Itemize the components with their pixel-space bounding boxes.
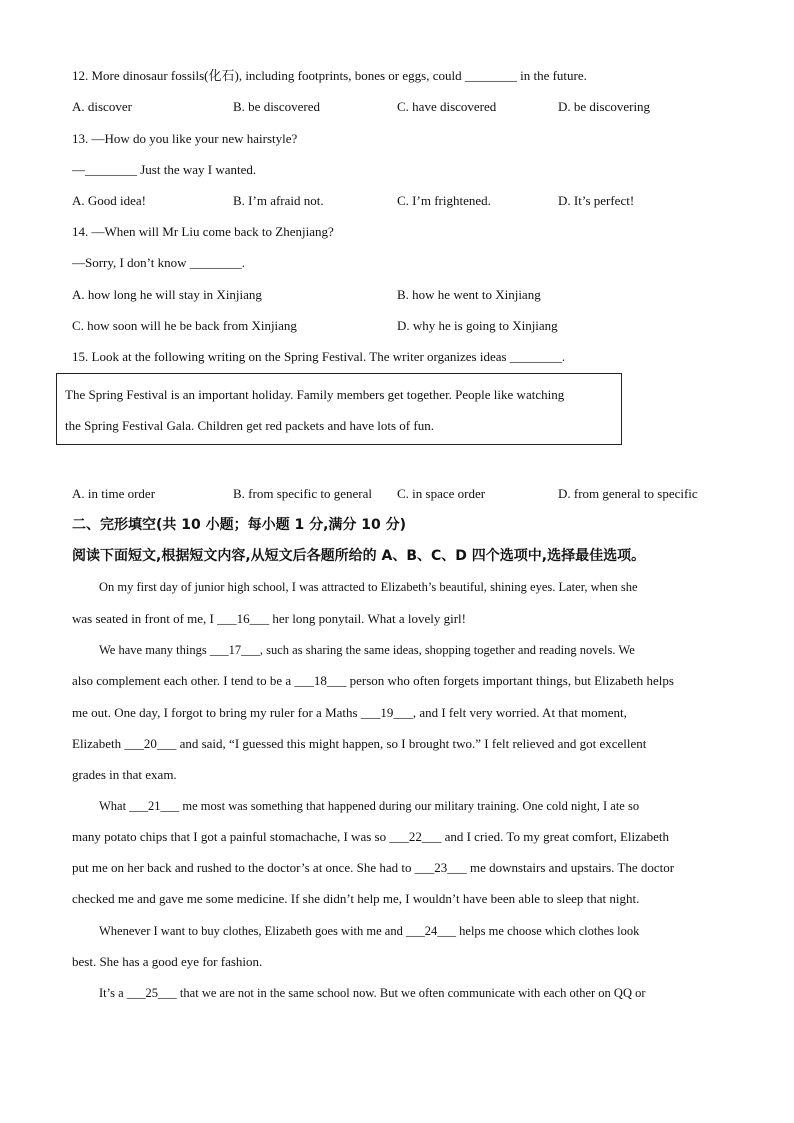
question-12-stem: 12. More dinosaur fossils(化石), including footprints, bones or eggs, could ________ in the future. xyxy=(72,68,587,83)
q13-option-d: D. It’s perfect! xyxy=(558,193,635,208)
q12-option-b: B. be discovered xyxy=(233,99,321,114)
q13-option-a: A. Good idea! xyxy=(72,193,147,208)
q14-option-a: A. how long he will stay in Xinjiang xyxy=(72,287,262,302)
q12-option-d: D. be discovering xyxy=(558,99,651,114)
passage-line-11: checked me and gave me some medicine. If she didn’t help me, I wouldn’t have been able to sleep that night. xyxy=(72,891,640,906)
writing-sample-line-1: The Spring Festival is an important holiday. Family members get together. People like watching xyxy=(65,387,565,402)
q13-option-c: C. I’m frightened. xyxy=(397,193,491,208)
passage-line-2: was seated in front of me, I ___16___ her long ponytail. What a lovely girl! xyxy=(72,611,466,626)
q14-option-b: B. how he went to Xinjiang xyxy=(397,287,541,302)
question-14-stem: 14. —When will Mr Liu come back to Zhenjiang? xyxy=(72,224,334,239)
question-14-reply: —Sorry, I don’t know ________. xyxy=(72,255,245,270)
q15-option-d: D. from general to specific xyxy=(558,486,698,501)
passage-line-7: grades in that exam. xyxy=(72,767,177,782)
passage-line-12: Whenever I want to buy clothes, Elizabeth goes with me and ___24___ helps me choose which clothes look xyxy=(99,923,640,938)
q15-option-c: C. in space order xyxy=(397,486,486,501)
q12-option-a: A. discover xyxy=(72,99,132,114)
passage-line-13: best. She has a good eye for fashion. xyxy=(72,954,263,969)
writing-sample-line-2: the Spring Festival Gala. Children get red packets and have lots of fun. xyxy=(65,418,434,433)
q12-option-c: C. have discovered xyxy=(397,99,497,114)
q15-option-a: A. in time order xyxy=(72,486,156,501)
q14-option-c: C. how soon will he be back from Xinjiang xyxy=(72,318,297,333)
question-15-stem: 15. Look at the following writing on the Spring Festival. The writer organizes ideas ________. xyxy=(72,349,566,364)
question-13-reply: —________ Just the way I wanted. xyxy=(72,162,257,177)
passage-line-3: We have many things ___17___, such as sharing the same ideas, shopping together and reading novels. We xyxy=(99,642,635,657)
section-title: 二、完形填空(共 10 小题；每小题 1 分,满分 10 分) xyxy=(72,517,407,533)
q14-option-d: D. why he is going to Xinjiang xyxy=(397,318,558,333)
passage-line-10: put me on her back and rushed to the doctor’s at once. She had to ___23___ me downstairs and upstairs. The doctor xyxy=(72,860,675,875)
passage-line-5: me out. One day, I forgot to bring my ruler for a Maths ___19___, and I felt very worried. At that moment, xyxy=(72,705,627,720)
passage-line-4: also complement each other. I tend to be a ___18___ person who often forgets important things, but Elizabeth helps xyxy=(72,673,674,688)
question-13-stem: 13. —How do you like your new hairstyle? xyxy=(72,131,298,146)
passage-line-9: many potato chips that I got a painful stomachache, I was so ___22___ and I cried. To my great comfort, Elizabeth xyxy=(72,829,670,844)
passage-line-14: It’s a ___25___ that we are not in the same school now. But we often communicate with each other on QQ or xyxy=(99,985,646,1000)
passage-line-6: Elizabeth ___20___ and said, “I guessed this might happen, so I brought two.” I felt relieved and got excellent xyxy=(72,736,647,751)
section-instruction: 阅读下面短文,根据短文内容,从短文后各题所给的 A、B、C、D 四个选项中,选择最佳选项。 xyxy=(72,548,646,564)
q13-option-b: B. I’m afraid not. xyxy=(233,193,324,208)
writing-sample-box xyxy=(56,373,622,445)
q15-option-b: B. from specific to general xyxy=(233,486,372,501)
passage-line-8: What ___21___ me most was something that happened during our military training. One cold night, I ate so xyxy=(99,798,640,813)
passage-line-1: On my first day of junior high school, I was attracted to Elizabeth’s beautiful, shining eyes. Later, when she xyxy=(99,579,638,594)
